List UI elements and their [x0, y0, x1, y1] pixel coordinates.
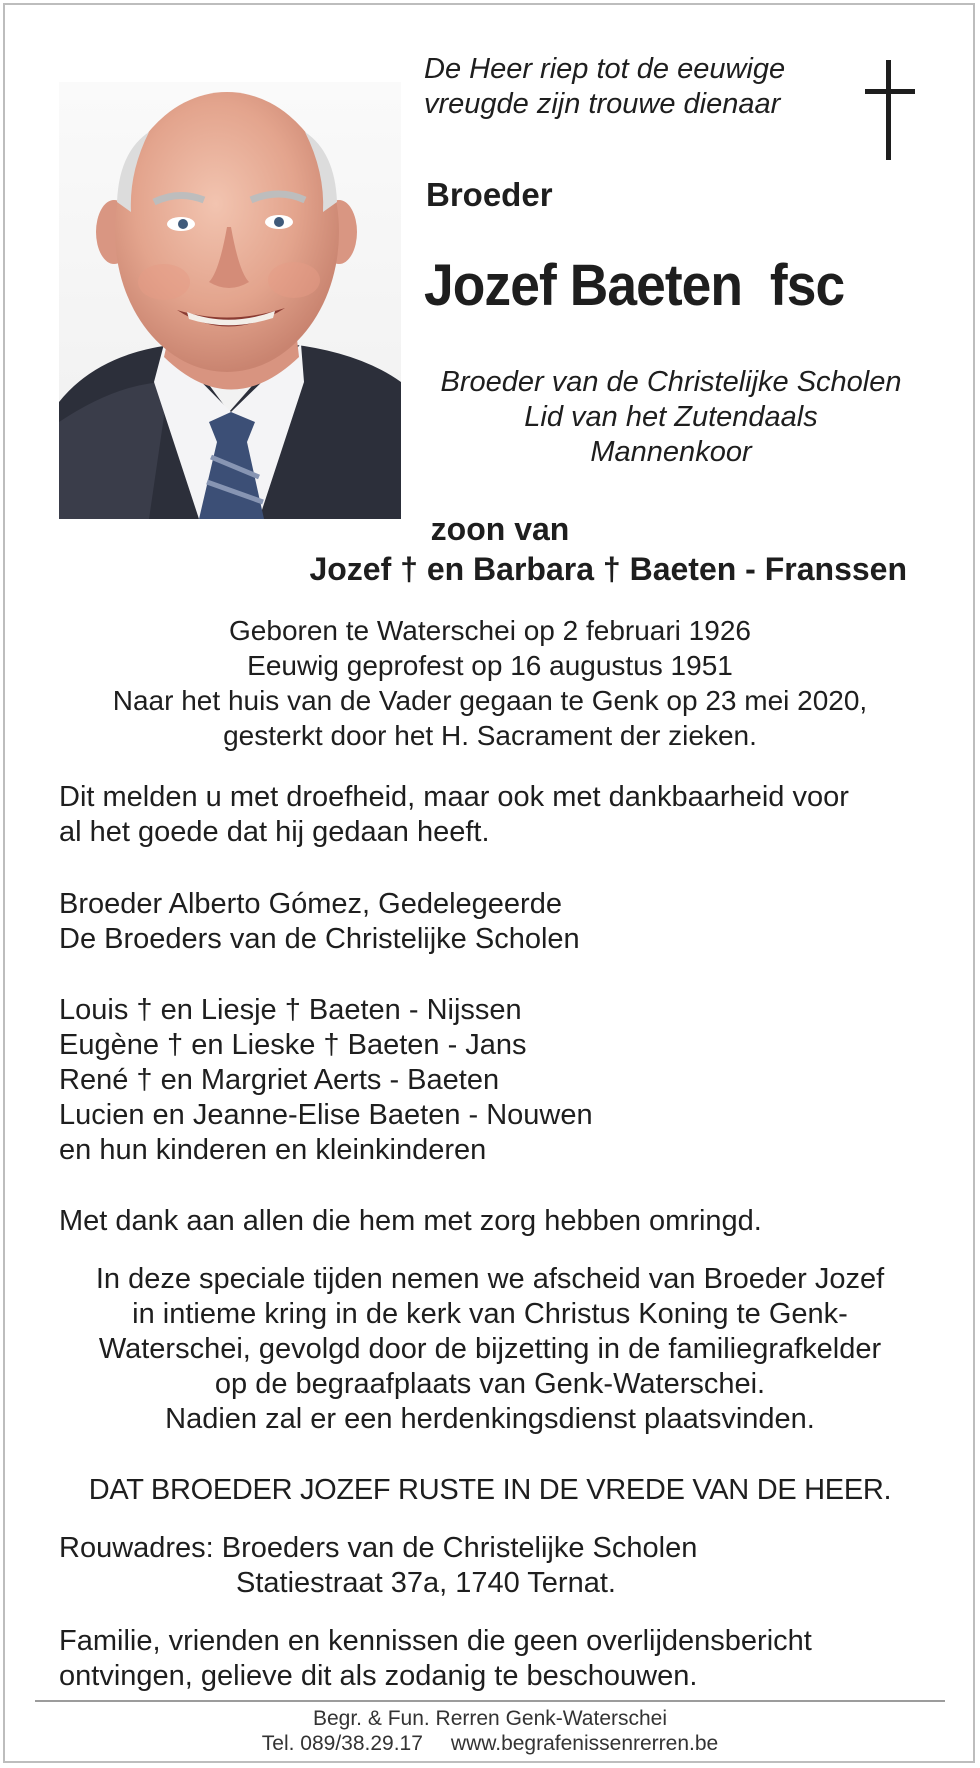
- deceased-name: Jozef Baeten fsc: [424, 253, 845, 318]
- farewell-line: Nadien zal er een herdenkingsdienst plaatsvinden.: [165, 1403, 815, 1435]
- family-line: Lucien en Jeanne-Elise Baeten - Nouwen: [59, 1099, 593, 1131]
- profession-line: Eeuwig geprofest op 16 augustus 1951: [247, 650, 733, 681]
- family-line: en hun kinderen en kleinkinderen: [59, 1134, 487, 1166]
- announcement-line: Dit melden u met droefheid, maar ook met dankbaarheid voor: [59, 781, 849, 813]
- death-line: Naar het huis van de Vader gegaan te Genk op 23 mei 2020,: [112, 685, 868, 716]
- family-list: [59, 993, 939, 1168]
- cross-icon: [862, 60, 918, 160]
- family-line: Eugène † en Lieske † Baeten - Jans: [59, 1029, 527, 1061]
- family-line: René † en Margriet Aerts - Baeten: [59, 1064, 500, 1096]
- notice-line: Familie, vrienden en kennissen die geen overlijdensbericht: [59, 1625, 812, 1657]
- motto-line: vreugde zijn trouwe dienaar: [424, 88, 781, 120]
- announcement-line: al het goede dat hij gedaan heeft.: [59, 816, 490, 848]
- footer: [40, 1706, 940, 1756]
- address-line: Rouwadres: Broeders van de Christelijke Scholen: [59, 1532, 698, 1564]
- affiliation-line: Mannenkoor: [590, 436, 752, 468]
- family-line: Louis † en Liesje † Baeten - Nijssen: [59, 994, 522, 1026]
- farewell-line: op de begraafplaats van Genk-Waterschei.: [214, 1368, 766, 1400]
- signer-line: Broeder Alberto Gómez, Gedelegeerde: [59, 888, 562, 920]
- announcement: [59, 780, 939, 850]
- notice: [59, 1624, 939, 1694]
- footer-divider: [35, 1700, 945, 1702]
- parents: [200, 509, 980, 589]
- funeral-home: Begr. & Fun. Rerren Genk-Waterschei: [312, 1707, 668, 1730]
- rest-in-peace: DAT BROEDER JOZEF RUSTE IN DE VREDE VAN DE HEER.: [88, 1474, 892, 1506]
- address-street: Statiestraat 37a, 1740 Ternat.: [236, 1567, 616, 1599]
- mourning-address: [59, 1531, 697, 1601]
- motto-line: De Heer riep tot de eeuwige: [424, 53, 786, 85]
- farewell-line: In deze speciale tijden nemen we afscheid van Broeder Jozef: [95, 1263, 885, 1295]
- thanks-care: Met dank aan allen die hem met zorg hebben omringd.: [59, 1205, 762, 1237]
- affiliation-line: Lid van het Zutendaals: [524, 401, 818, 433]
- website-link[interactable]: www.begrafenissenrerren.be: [450, 1732, 719, 1755]
- notice-line: ontvingen, gelieve dit als zodanig te beschouwen.: [59, 1660, 698, 1692]
- affiliation-line: Broeder van de Christelijke Scholen: [440, 366, 902, 398]
- son-of-label: zoon van: [430, 511, 570, 547]
- parents-names: Jozef † en Barbara † Baeten - Franssen: [309, 551, 907, 587]
- motto: [424, 52, 844, 122]
- contact-line: [40, 1731, 940, 1756]
- life-dates: [40, 613, 940, 753]
- affiliation: [416, 365, 926, 470]
- signers: [59, 887, 939, 957]
- farewell-line: Waterschei, gevolgd door de bijzetting in de familiegrafkelder: [98, 1333, 882, 1365]
- sacrament-line: gesterkt door het H. Sacrament der zieken.: [223, 720, 757, 751]
- phone: Tel. 089/38.29.17: [261, 1732, 423, 1755]
- portrait-photo: [59, 82, 401, 519]
- birth-line: Geboren te Waterschei op 2 februari 1926: [229, 615, 751, 646]
- title: Broeder: [426, 176, 553, 213]
- farewell-line: in intieme kring in de kerk van Christus Koning te Genk-: [132, 1298, 848, 1330]
- signer-line: De Broeders van de Christelijke Scholen: [59, 923, 580, 955]
- farewell-info: [40, 1262, 940, 1437]
